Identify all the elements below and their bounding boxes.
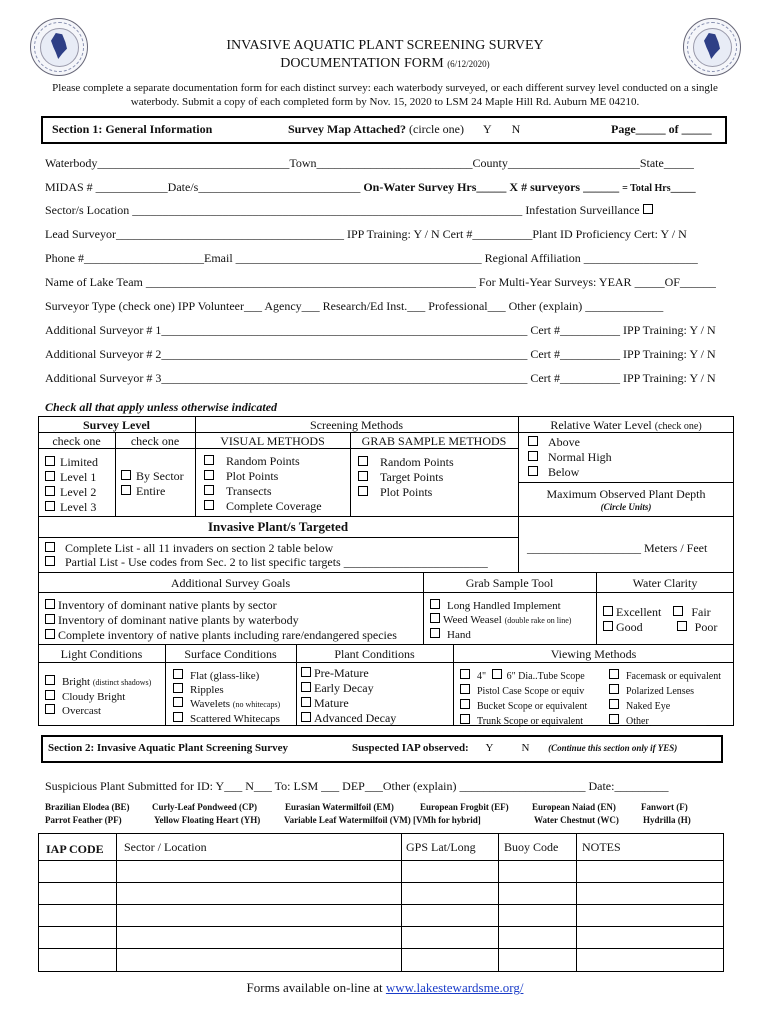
grab-plot-points[interactable]: Plot Points	[358, 485, 454, 500]
col-notes: NOTES	[582, 840, 621, 854]
grab-methods-header: GRAB SAMPLE METHODS	[361, 434, 507, 448]
level-2[interactable]: Level 2	[45, 485, 98, 500]
clarity-fair[interactable]: Fair	[673, 605, 710, 619]
additional-surveyor-1[interactable]: Additional Surveyor # 1_____________________________________________________________ Cert #__________ IPP Training: Y / N	[45, 323, 716, 337]
form-subtitle: DOCUMENTATION FORM (6/12/2020)	[280, 56, 490, 71]
surface-ripples[interactable]: Ripples	[173, 683, 280, 697]
additional-surveyor-3[interactable]: Additional Surveyor # 3_____________________________________________________________ Cert #__________ IPP Training: Y / N	[45, 371, 716, 385]
water-normal-high[interactable]: Normal High	[528, 450, 612, 465]
viewing-pistol-case[interactable]: Pistol Case Scope or equiv	[460, 684, 587, 699]
viewing-other[interactable]: Other ___________	[609, 714, 721, 729]
waterbody-row[interactable]: Waterbody________________________________Town__________________________County______________________State_____	[45, 156, 694, 170]
visual-methods-header: VISUAL METHODS	[220, 434, 325, 448]
surveyor-type-row[interactable]: Surveyor Type (check one) IPP Volunteer___ Agency___ Research/Ed Inst.___ Professional___ Other (explain) _____________	[45, 299, 664, 313]
light-conditions-header: Light Conditions	[60, 647, 143, 661]
website-link[interactable]: www.lakestewardsme.org/	[385, 980, 524, 995]
col-gps: GPS Lat/Long	[406, 840, 476, 854]
water-below[interactable]: Below	[528, 465, 612, 480]
viewing-options-a	[460, 669, 587, 729]
col-sector-location: Sector / Location	[124, 840, 207, 854]
tool-long-handled[interactable]: Long Handled Implement	[430, 599, 571, 613]
depth-field[interactable]: ___________________ Meters / Feet	[527, 541, 708, 555]
species-code-yh: Yellow Floating Heart (YH)	[154, 815, 261, 825]
check-one-scope: check one	[130, 434, 180, 448]
partial-list-option[interactable]: Partial List - Use codes from Sec. 2 to list specific targets ________________________	[45, 555, 488, 569]
species-code-cp: Curly-Leaf Pondweed (CP)	[152, 802, 257, 812]
water-above[interactable]: Above	[528, 435, 612, 450]
plant-pre-mature[interactable]: Pre-Mature	[301, 666, 396, 681]
viewing-options-b	[609, 669, 721, 729]
plant-condition-options	[301, 666, 396, 726]
level-1[interactable]: Level 1	[45, 470, 98, 485]
species-code-f: Fanwort (F)	[641, 802, 688, 812]
species-code-wc: Water Chestnut (WC)	[534, 815, 619, 825]
phone-email-row[interactable]: Phone #____________________Email _________________________________________ Regional Affiliation ___________________	[45, 251, 698, 265]
clarity-excellent[interactable]: Excellent	[603, 605, 661, 619]
scope-by-sector[interactable]: By Sector	[121, 469, 184, 484]
goal-complete-inventory[interactable]: Complete inventory of native plants including rare/endangered species	[45, 628, 397, 643]
level-limited[interactable]: Limited	[45, 455, 98, 470]
viewing-trunk-scope[interactable]: Trunk Scope or equivalent	[460, 714, 587, 729]
relative-water-header: Relative Water Level (check one)	[550, 418, 702, 432]
visual-plot-points[interactable]: Plot Points	[204, 469, 322, 484]
midas-date-row[interactable]: MIDAS # ____________Date/s___________________________ On-Water Survey Hrs_____ X # surveyors ______ = Total Hrs_____	[45, 180, 696, 194]
form-date: (6/12/2020)	[447, 59, 490, 69]
survey-scope-options	[121, 469, 184, 499]
section1-title: Section 1: General Information	[52, 122, 213, 136]
grab-target-points[interactable]: Target Points	[358, 470, 454, 485]
col-buoy-code: Buoy Code	[504, 840, 559, 854]
suspicious-plant-row[interactable]: Suspicious Plant Submitted for ID: Y___ N___ To: LSM ___ DEP___Other (explain) _____________________ Date:_________	[45, 779, 669, 793]
grab-tool-header: Grab Sample Tool	[465, 576, 554, 590]
goal-sector-inventory[interactable]: Inventory of dominant native plants by sector	[45, 598, 397, 613]
target-list-options	[45, 541, 488, 569]
grab-tool-options	[430, 599, 571, 642]
clarity-good[interactable]: Good	[603, 620, 643, 634]
additional-goals-header: Additional Survey Goals	[170, 576, 291, 590]
light-cloudy-bright[interactable]: Cloudy Bright	[45, 690, 151, 704]
plant-early-decay[interactable]: Early Decay	[301, 681, 396, 696]
species-code-en: European Naiad (EN)	[532, 802, 616, 812]
surface-flat[interactable]: Flat (glass-like)	[173, 669, 280, 683]
grab-random-points[interactable]: Random Points	[358, 455, 454, 470]
section2-title: Section 2: Invasive Aquatic Plant Screening Survey	[48, 742, 288, 754]
col-iap-code: IAP CODE	[46, 842, 104, 856]
surface-wavelets[interactable]: Wavelets (no whitecaps)	[173, 697, 280, 712]
viewing-4in-tube[interactable]: 4" 6" Dia..Tube Scope	[460, 669, 587, 684]
species-code-pf: Parrot Feather (PF)	[45, 815, 122, 825]
tool-hand[interactable]: Hand	[430, 628, 571, 642]
check-one-level: check one	[52, 434, 101, 448]
light-options	[45, 675, 151, 718]
viewing-polarized[interactable]: Polarized Lenses	[609, 684, 721, 699]
check-all-note: Check all that apply unless otherwise indicated	[45, 400, 278, 414]
lake-team-row[interactable]: Name of Lake Team _______________________________________________________ For Multi-Year Surveys: YEAR _____OF______	[45, 275, 716, 289]
complete-list-option[interactable]: Complete List - all 11 invaders on section 2 table below	[45, 541, 488, 555]
goal-options	[45, 598, 397, 643]
instructions-line-1: Please complete a separate documentation form for each distinct survey: each waterbody surveyed, or each different survey level conducted on a single	[52, 82, 718, 94]
invasive-targeted-header: Invasive Plant/s Targeted	[207, 519, 349, 534]
plant-conditions-header: Plant Conditions	[334, 647, 415, 661]
species-code-h: Hydrilla (H)	[643, 815, 691, 825]
visual-transects[interactable]: Transects	[204, 484, 322, 499]
lead-surveyor-row[interactable]: Lead Surveyor______________________________________ IPP Training: Y / N Cert #__________Plant ID Proficiency Cert: Y / N	[45, 227, 687, 241]
species-code-em: Eurasian Watermilfoil (EM)	[285, 802, 394, 812]
clarity-options	[603, 605, 717, 635]
max-depth-header: Maximum Observed Plant Depth	[546, 487, 706, 501]
survey-level-header: Survey Level	[83, 418, 150, 432]
survey-level-options	[45, 455, 98, 515]
form-title: INVASIVE AQUATIC PLANT SCREENING SURVEY	[226, 38, 544, 53]
surface-conditions-header: Surface Conditions	[184, 647, 277, 661]
species-code-ef: European Frogbit (EF)	[420, 802, 509, 812]
surface-options	[173, 669, 280, 726]
level-3[interactable]: Level 3	[45, 500, 98, 515]
visual-complete-coverage[interactable]: Complete Coverage	[204, 499, 322, 514]
viewing-naked-eye[interactable]: Naked Eye	[609, 699, 721, 714]
species-codes-row1: Brazilian Elodea (BE)	[45, 802, 130, 812]
map-attached-question[interactable]: Survey Map Attached? (circle one) Y N	[288, 122, 521, 136]
water-clarity-header: Water Clarity	[632, 576, 698, 590]
visual-method-options	[204, 454, 322, 514]
sector-location-row[interactable]: Sector/s Location _________________________________________________________________ Infestation Surveillance	[45, 203, 658, 218]
light-overcast[interactable]: Overcast	[45, 704, 151, 718]
viewing-methods-header: Viewing Methods	[550, 647, 637, 661]
viewing-facemask[interactable]: Facemask or equivalent	[609, 669, 721, 684]
surface-whitecaps[interactable]: Scattered Whitecaps	[173, 712, 280, 726]
circle-units-note: (Circle Units)	[600, 502, 652, 512]
clarity-poor[interactable]: Poor	[677, 620, 718, 634]
water-level-options	[528, 435, 612, 480]
plant-advanced-decay[interactable]: Advanced Decay	[301, 711, 396, 726]
scope-entire[interactable]: Entire	[121, 484, 184, 499]
screening-methods-header: Screening Methods	[310, 418, 403, 432]
infestation-surveillance-checkbox[interactable]	[643, 204, 653, 214]
grab-method-options	[358, 455, 454, 500]
footer: Forms available on-line at www.lakestewardsme.org/	[246, 980, 524, 995]
tool-weed-weasel[interactable]: Weed Weasel (double rake on line)	[430, 613, 571, 628]
page-of-field[interactable]: Page_____ of _____	[611, 122, 712, 136]
light-bright[interactable]: Bright (distinct shadows)	[45, 675, 151, 690]
suspected-iap-question[interactable]: Suspected IAP observed: Y N (Continue this section only if YES)	[352, 742, 678, 754]
goal-waterbody-inventory[interactable]: Inventory of dominant native plants by waterbody	[45, 613, 397, 628]
instructions-line-2: waterbody. Submit a copy of each completed form by Nov. 15, 2020 to LSM 24 Maple Hill Rd. Auburn ME 04210.	[130, 96, 640, 108]
viewing-bucket-scope[interactable]: Bucket Scope or equivalent	[460, 699, 587, 714]
visual-random-points[interactable]: Random Points	[204, 454, 322, 469]
plant-mature[interactable]: Mature	[301, 696, 396, 711]
species-code-vm: Variable Leaf Watermilfoil (VM) [VMh for hybrid]	[284, 815, 481, 825]
additional-surveyor-2[interactable]: Additional Surveyor # 2_____________________________________________________________ Cert #__________ IPP Training: Y / N	[45, 347, 716, 361]
